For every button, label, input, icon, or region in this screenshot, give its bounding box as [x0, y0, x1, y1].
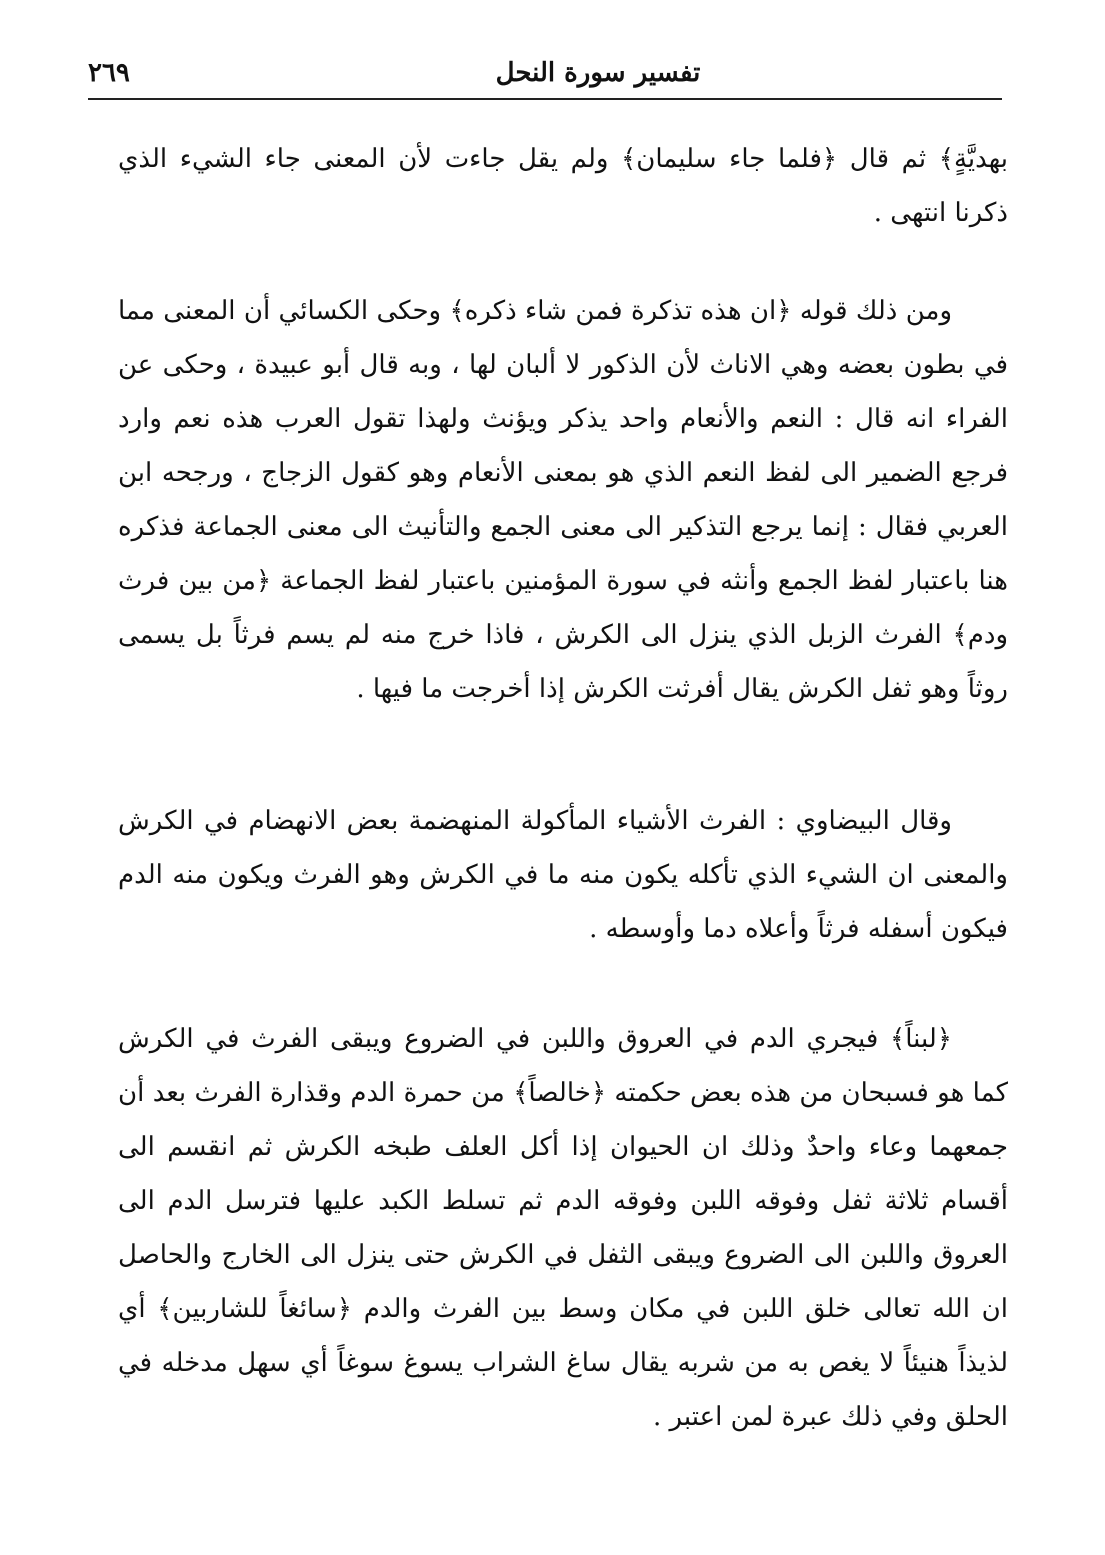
paragraph-1: بهديَّةٍ﴾ ثم قال ﴿فلما جاء سليمان﴾ ولم يقل جاءت لأن المعنى جاء الشيء الذي ذكرنا انتهى . — [118, 144, 1008, 228]
running-title: تفسير سورة النحل — [495, 58, 701, 88]
paragraph-4: ﴿لبناً﴾ فيجري الدم في العروق واللبن في الضروع ويبقى الفرث في الكرش كما هو فسبحان من هذه بعض حكمته ﴿خالصاً﴾ من حمرة الدم وقذارة الفرث بعد أن جمعهما وعاء واحدٌ وذلك ان الحيوان إذا أكل العلف طبخه الكرش ثم انقسم الى أقسام ثلاثة ثفل وفوقه اللبن وفوقه الدم ثم تسلط الكبد عليها فترسل الدم الى العروق واللبن الى الضروع ويبقى الثفل في الكرش حتى ينزل الى الخارج والحاصل ان الله تعالى خلق اللبن في مكان وسط بين الفرث والدم ﴿سائغاً للشاربين﴾ أي لذيذاً هنيئاً لا يغص به من شربه يقال ساغ الشراب يسوغ سوغاً أي سهل مدخله في الحلق وفي ذلك عبرة لمن اعتبر . — [118, 1024, 1008, 1432]
page-number: ٢٦٩ — [88, 58, 130, 88]
page-header — [88, 56, 1002, 98]
paragraph-3: وقال البيضاوي : الفرث الأشياء المأكولة المنهضمة بعض الانهضام في الكرش والمعنى ان الشيء الذي تأكله يكون منه ما في الكرش وهو الفرث ويكون منه الدم فيكون أسفله فرثاً وأعلاه دما وأوسطه . — [118, 806, 1008, 944]
header-rule — [88, 98, 1002, 100]
paragraph-2: ومن ذلك قوله ﴿ان هذه تذكرة فمن شاء ذكره﴾ وحكى الكسائي أن المعنى مما في بطون بعضه وهي الاناث لأن الذكور لا ألبان لها ، وبه قال أبو عبيدة ، وحكى عن الفراء انه قال : النعم والأنعام واحد يذكر ويؤنث ولهذا تقول العرب هذه نعم وارد فرجع الضمير الى لفظ النعم الذي هو بمعنى الأنعام وهو كقول الزجاج ، ورجحه ابن العربي فقال : إنما يرجع التذكير الى معنى الجمع والتأنيث الى معنى الجماعة فذكره هنا باعتبار لفظ الجمع وأنثه في سورة المؤمنين باعتبار لفظ الجماعة ﴿من بين فرث ودم﴾ الفرث الزبل الذي ينزل الى الكرش ، فاذا خرج منه لم يسم فرثاً بل يسمى روثاً وهو ثفل الكرش يقال أفرثت الكرش إذا أخرجت ما فيها . — [118, 296, 1008, 704]
